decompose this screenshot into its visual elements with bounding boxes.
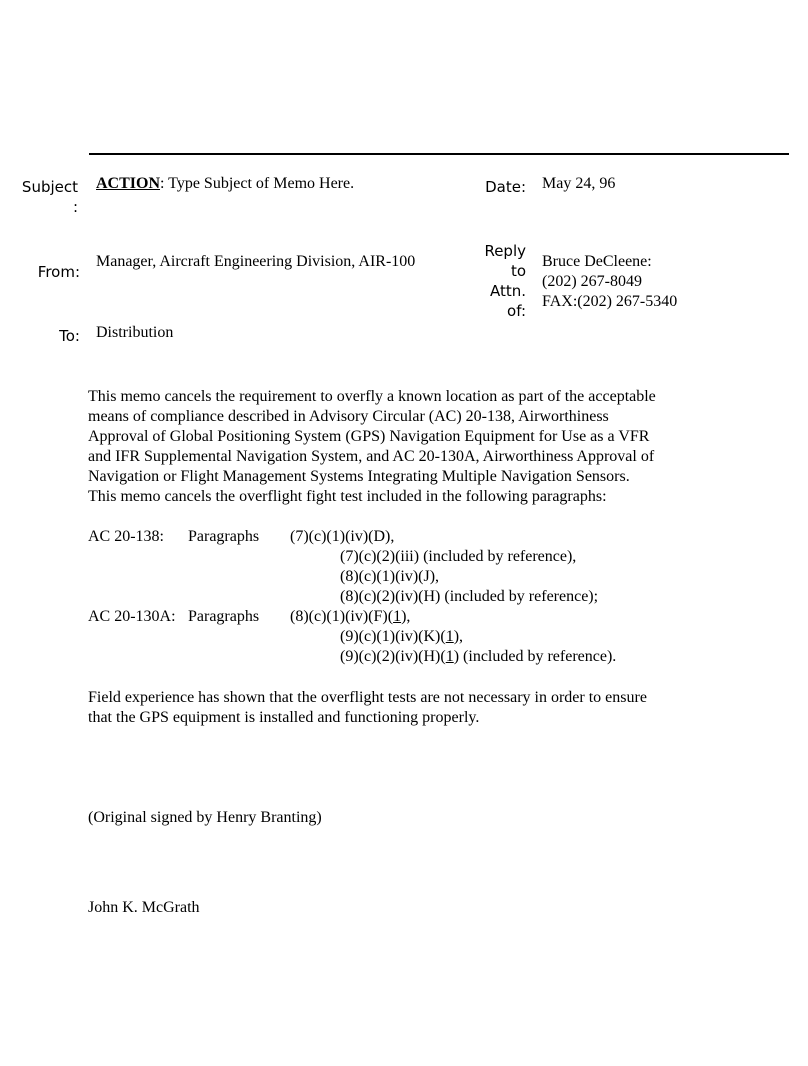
contact-phone: (202) 267-8049 [542,273,642,290]
ac-20-130a-ref: (9)(c)(1)(iv)(K)(1), [340,628,464,645]
ac-20-130a-ref: (8)(c)(1)(iv)(F)(1), [290,608,411,625]
reply-to-value [542,252,677,312]
ac-20-138-label: AC 20-138: [88,528,164,545]
subject-label: Subject : [21,178,78,216]
ac-20-138-ref: (7)(c)(2)(iii) (included by reference), [340,548,577,565]
memo-paragraph-1: This memo cancels the requirement to overfly a known location as part of the acceptable means of compliance described in Advisory Circular (AC) 20-138, Airworthiness Approval of Global Positioning System (GPS) Navigation Equipment for Use as a VFR and IFR Supplemental Navigation System, and AC 20-130A, Airworthiness Approval of Navigation or Flight Management Systems Integrating Multiple Navigation Sensors. This memo cancels the overflight fight test included in the following paragraphs: [88,388,656,505]
date-value: May 24, 96 [542,175,616,192]
to-label: To: [59,327,80,345]
header-rule [89,153,789,155]
ac-20-130a-ref: (9)(c)(2)(iv)(H)(1) (included by reference). [340,648,617,665]
from-label: From: [37,263,80,281]
memo-paragraph-2: Field experience has shown that the overflight tests are not necessary in order to ensure that the GPS equipment is installed and functioning properly. [88,689,647,726]
signatory-name: John K. McGrath [88,899,200,916]
ac-20-138-paragraphs-label: Paragraphs [188,528,260,545]
to-value: Distribution [96,324,174,341]
reply-to-label: Reply to Attn. of: [484,242,526,320]
ac-20-138-ref: (8)(c)(2)(iv)(H) (included by reference); [340,588,599,605]
contact-fax: FAX:(202) 267-5340 [542,293,678,310]
subject-action-prefix: ACTION [96,175,161,192]
ac-20-138-ref: (7)(c)(1)(iv)(D), [290,528,395,545]
ac-20-130a-label: AC 20-130A: [88,608,176,625]
ac-20-138-ref: (8)(c)(1)(iv)(J), [340,568,440,585]
date-label: Date: [485,178,526,196]
subject-text: : Type Subject of Memo Here. [160,175,355,192]
from-value: Manager, Aircraft Engineering Division, AIR-100 [96,253,416,270]
subject-value [96,174,354,194]
contact-name: Bruce DeCleene: [542,253,652,270]
signature-note: (Original signed by Henry Branting) [88,809,322,826]
ac-20-130a-paragraphs-label: Paragraphs [188,608,260,625]
